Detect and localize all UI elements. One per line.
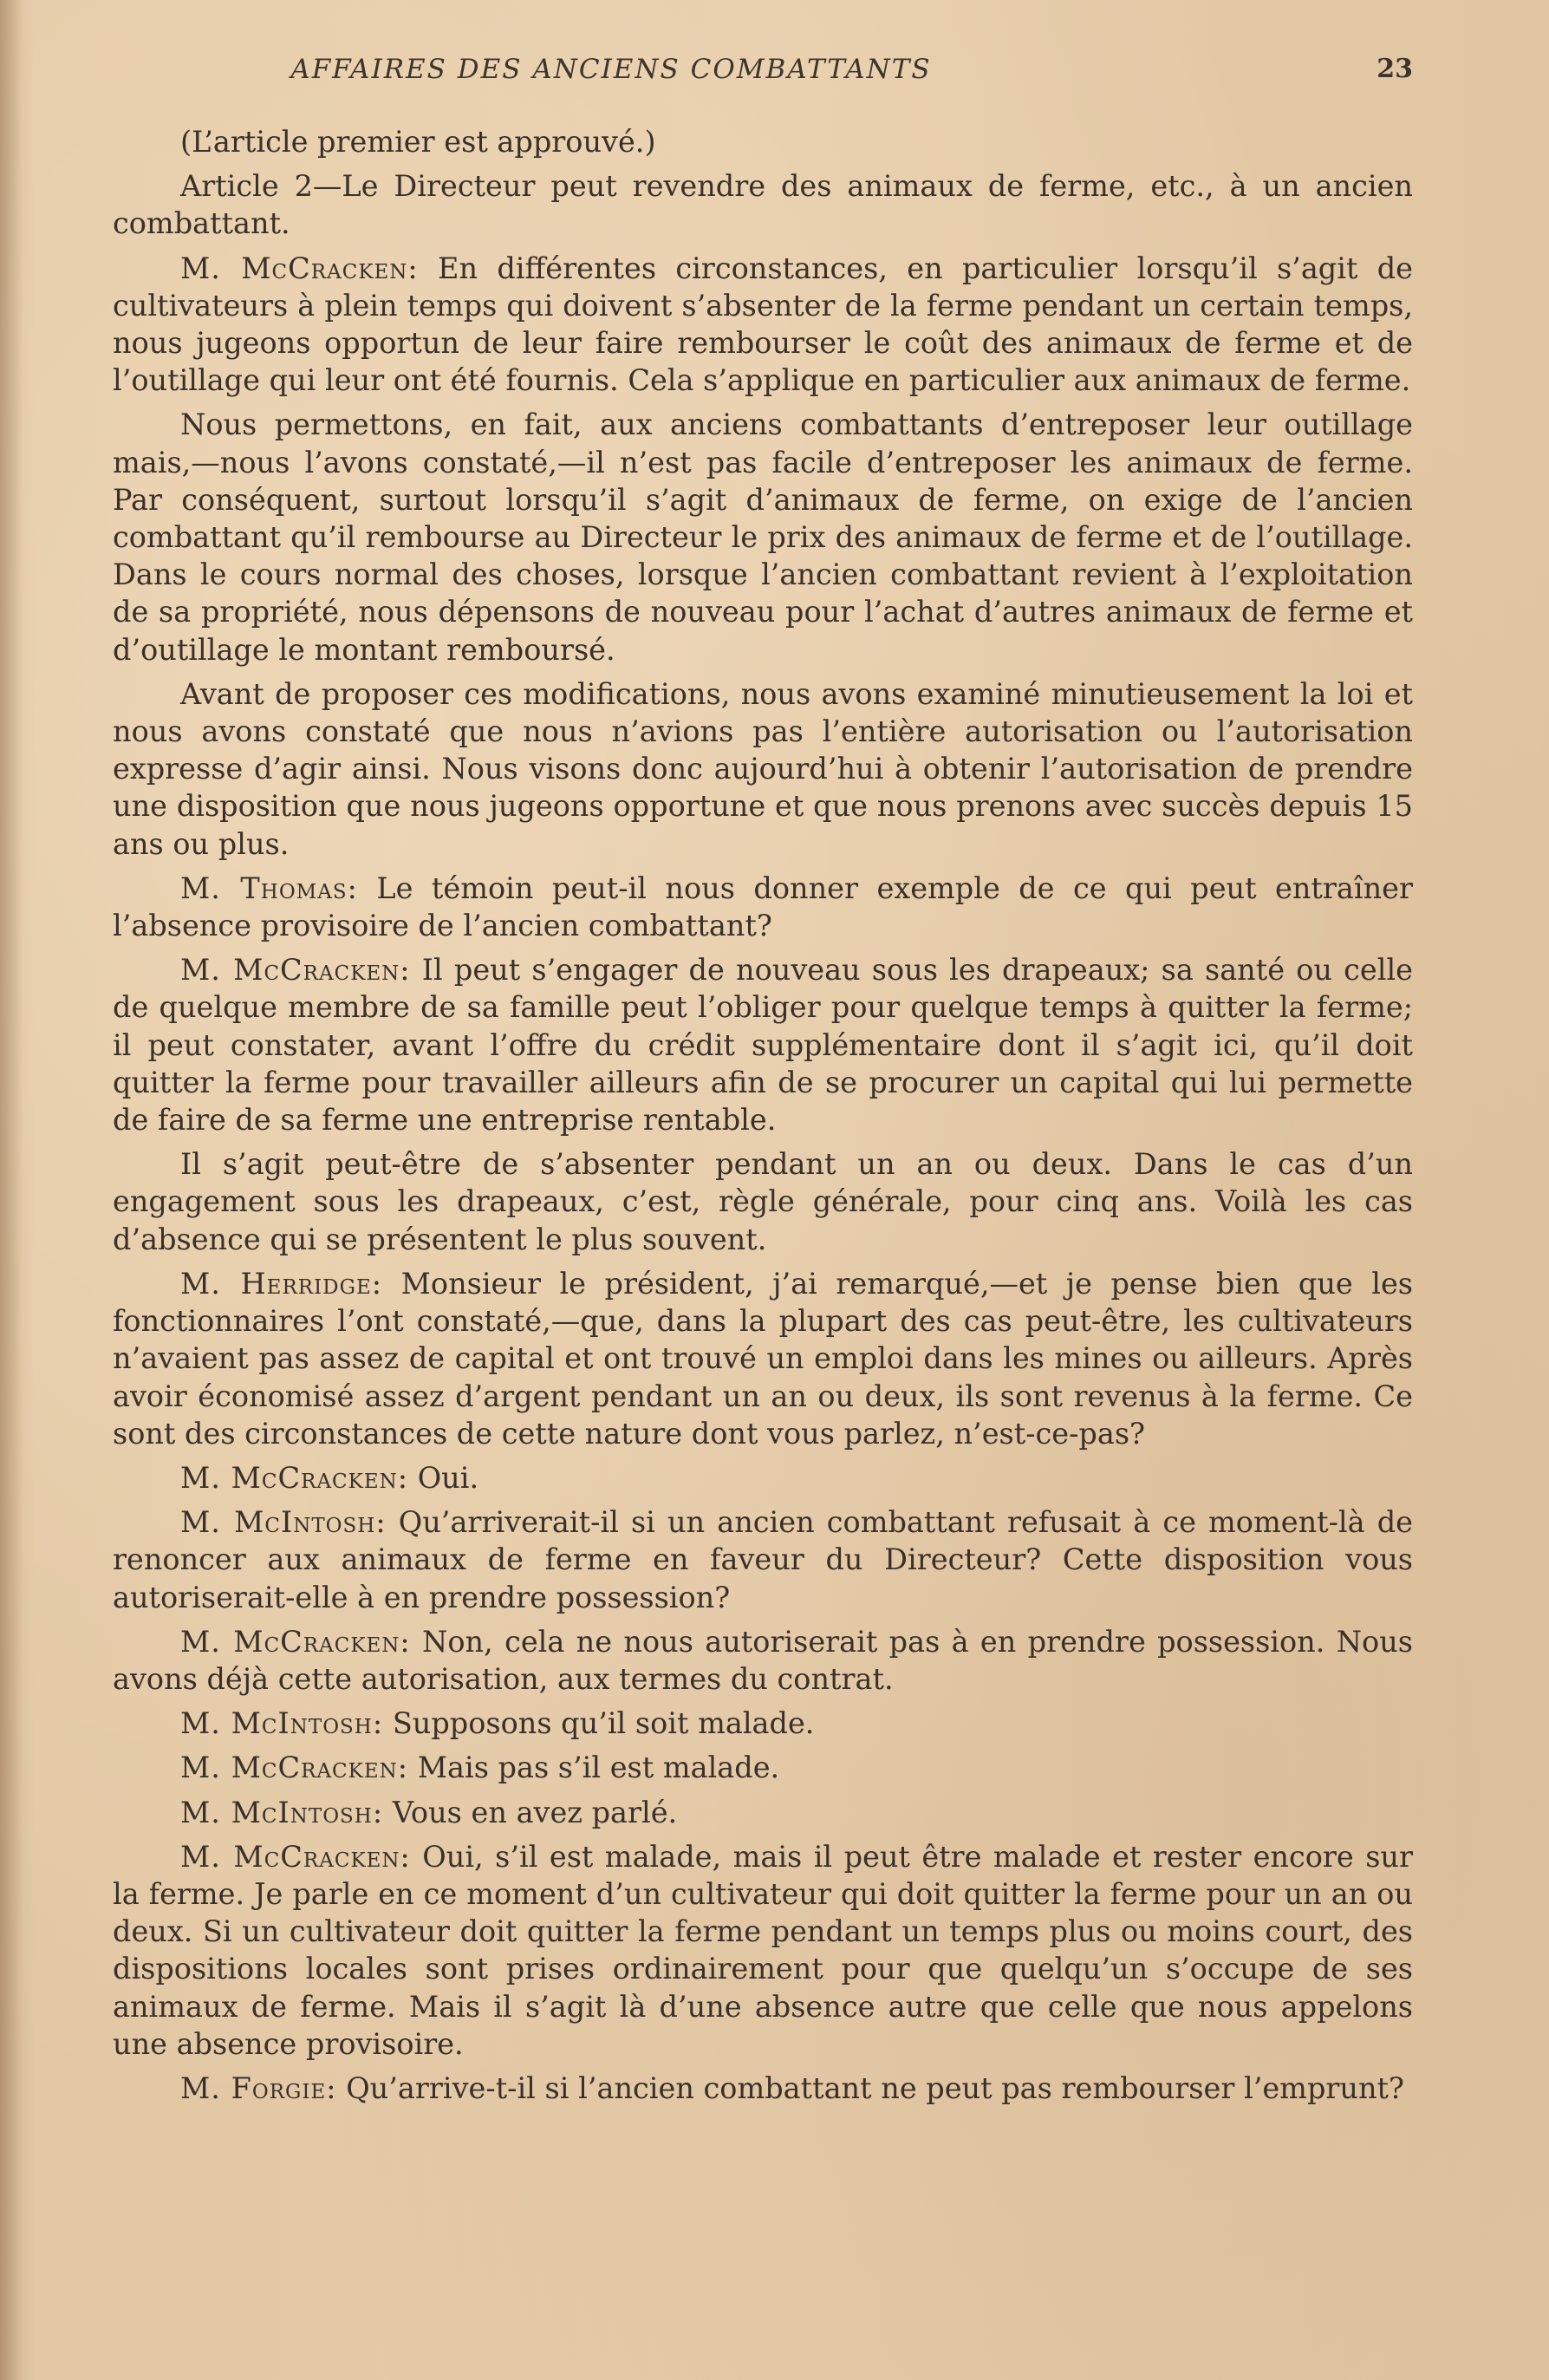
paragraph-mccracken-3 (113, 1459, 1413, 1496)
speaker-name: M. McCracken: (180, 1839, 411, 1874)
paragraph-text: Le témoin peut-il nous donner exemple de ce qui peut entraîner l’absence provisoire de l’ancien combattant? (113, 870, 1413, 943)
paragraph-authorization (113, 675, 1413, 863)
paragraph-text: Article 2—Le Directeur peut revendre des animaux de ferme, etc., à un ancien combattant. (113, 169, 1413, 241)
paragraph-text: Non, cela ne nous autoriserait pas à en prendre possession. Nous avons déjà cette autorisation, aux termes du contrat. (113, 1624, 1413, 1696)
paragraph-mccracken-1 (113, 250, 1413, 400)
paragraph-mcintosh-3 (113, 1794, 1413, 1831)
speaker-name: M. McCracken: (180, 1460, 409, 1495)
paragraph-text: Vous en avez parlé. (392, 1795, 678, 1829)
page-edge-shadow (0, 0, 23, 2380)
speaker-name: M. Forgie: (180, 2070, 337, 2105)
speaker-name: M. McCracken: (180, 1624, 411, 1659)
speaker-name: M. McCracken: (180, 1751, 409, 1785)
paragraph-herridge (113, 1265, 1413, 1452)
text-body (113, 123, 1413, 2114)
speaker-name: M. McIntosh: (180, 1795, 384, 1829)
speaker-name: M. Herridge: (180, 1266, 383, 1301)
paragraph-text: En différentes circonstances, en particulier lorsqu’il s’agit de cultivateurs à plein temps qui doivent s’absenter de la ferme pendant un certain temps, nous jugeons opportun de leur faire rembourser le coût des animaux de ferme et de l’outillage qui leur ont été fournis. Cela s’applique en particulier aux animaux de ferme. (113, 251, 1413, 398)
paragraph-mccracken-2 (113, 951, 1413, 1138)
paragraph-mcintosh-1 (113, 1503, 1413, 1616)
paragraph-text: Avant de proposer ces modifications, nous avons examiné minutieusement la loi et nous avons constaté que nous n’avions pas l’entière autorisation ou l’autorisation expresse d’agir ainsi. Nous visons donc aujourd’hui à obtenir l’autorisation de prendre une disposition que nous jugeons opportune et que nous prenons avec succès depuis 15 ans ou plus. (113, 676, 1413, 861)
paragraph-text: Supposons qu’il soit malade. (392, 1706, 815, 1741)
paragraph-absence (113, 1145, 1413, 1258)
speaker-name: M. McCracken: (180, 251, 419, 285)
paragraph-text: Qu’arrive-t-il si l’ancien combattant ne peut pas rembourser l’emprunt? (346, 2070, 1404, 2105)
paragraph-text: Oui, s’il est malade, mais il peut être malade et rester encore sur la ferme. Je parle en ce moment d’un cultivateur qui doit quitter la ferme pour un an ou deux. Si un cultivateur doit quitter la ferme pendant un temps plus ou moins court, des dispositions locales sont prises ordinairement pour que quelqu’un s’occupe de ses animaux de ferme. Mais il s’agit là d’une absence autre que celle que nous appelons une absence provisoire. (113, 1839, 1413, 2061)
paragraph-thomas (113, 870, 1413, 944)
paragraph-text: Il s’agit peut-être de s’absenter pendant un an ou deux. Dans le cas d’un engagement sous les drapeaux, c’est, règle générale, pour cinq ans. Voilà les cas d’absence qui se présentent le plus souvent. (113, 1147, 1413, 1256)
paragraph-storage (113, 406, 1413, 668)
paragraph-text: (L’article premier est approuvé.) (180, 125, 656, 159)
speaker-name: M. Thomas: (180, 870, 358, 905)
paragraph-article-2 (113, 167, 1413, 242)
paragraph-mccracken-4 (113, 1623, 1413, 1698)
paragraph-mccracken-6 (113, 1838, 1413, 2063)
paragraph-mccracken-5 (113, 1749, 1413, 1786)
paragraph-text: Monsieur le président, j’ai remarqué,—et je pense bien que les fonctionnaires l’ont constaté,—que, dans la plupart des cas peut-être, les cultivateurs n’avaient pas assez de capital et ont trouvé un emploi dans les mines ou ailleurs. Après avoir économisé assez d’argent pendant un an ou deux, ils sont revenus à la ferme. Ce sont des circonstances de cette nature dont vous parlez, n’est-ce-pas? (113, 1266, 1413, 1451)
page-header (113, 54, 1413, 88)
paragraph-text: Mais pas s’il est malade. (417, 1751, 780, 1785)
speaker-name: M. McIntosh: (180, 1505, 387, 1540)
page-number: 23 (1377, 54, 1413, 84)
running-title: AFFAIRES DES ANCIENS COMBATTANTS (290, 54, 932, 85)
paragraph-text: Oui. (417, 1460, 479, 1495)
speaker-name: M. McIntosh: (180, 1706, 384, 1741)
paragraph-text: Nous permettons, en fait, aux anciens combattants d’entreposer leur outillage mais,—nous l’avons constaté,—il n’est pas facile d’entreposer les animaux de ferme. Par conséquent, surtout lorsqu’il s’agit d’animaux de ferme, on exige de l’ancien combattant qu’il rembourse au Directeur le prix des animaux de ferme et de l’outillage. Dans le cours normal des choses, lorsque l’ancien combattant revient à l’exploitation de sa propriété, nous dépensons de nouveau pour l’achat d’autres animaux de ferme et d’outillage le montant remboursé. (113, 408, 1413, 667)
paragraph-forgie (113, 2070, 1413, 2107)
paragraph-text: Qu’arriverait-il si un ancien combattant refusait à ce moment-là de renoncer aux animaux de ferme en faveur du Directeur? Cette disposition vous autoriserait-elle à en prendre possession? (113, 1505, 1414, 1614)
paragraph-mcintosh-2 (113, 1705, 1413, 1742)
speaker-name: M. McCracken: (180, 953, 411, 988)
paragraph-text: Il peut s’engager de nouveau sous les drapeaux; sa santé ou celle de quelque membre de sa famille peut l’obliger pour quelque temps à quitter la ferme; il peut constater, avant l’offre du crédit supplémentaire dont il s’agit ici, qu’il doit quitter la ferme pour travailler ailleurs afin de se procurer un capital qui lui permette de faire de sa ferme une entreprise rentable. (113, 953, 1413, 1138)
paragraph-article-approved (113, 123, 1413, 160)
